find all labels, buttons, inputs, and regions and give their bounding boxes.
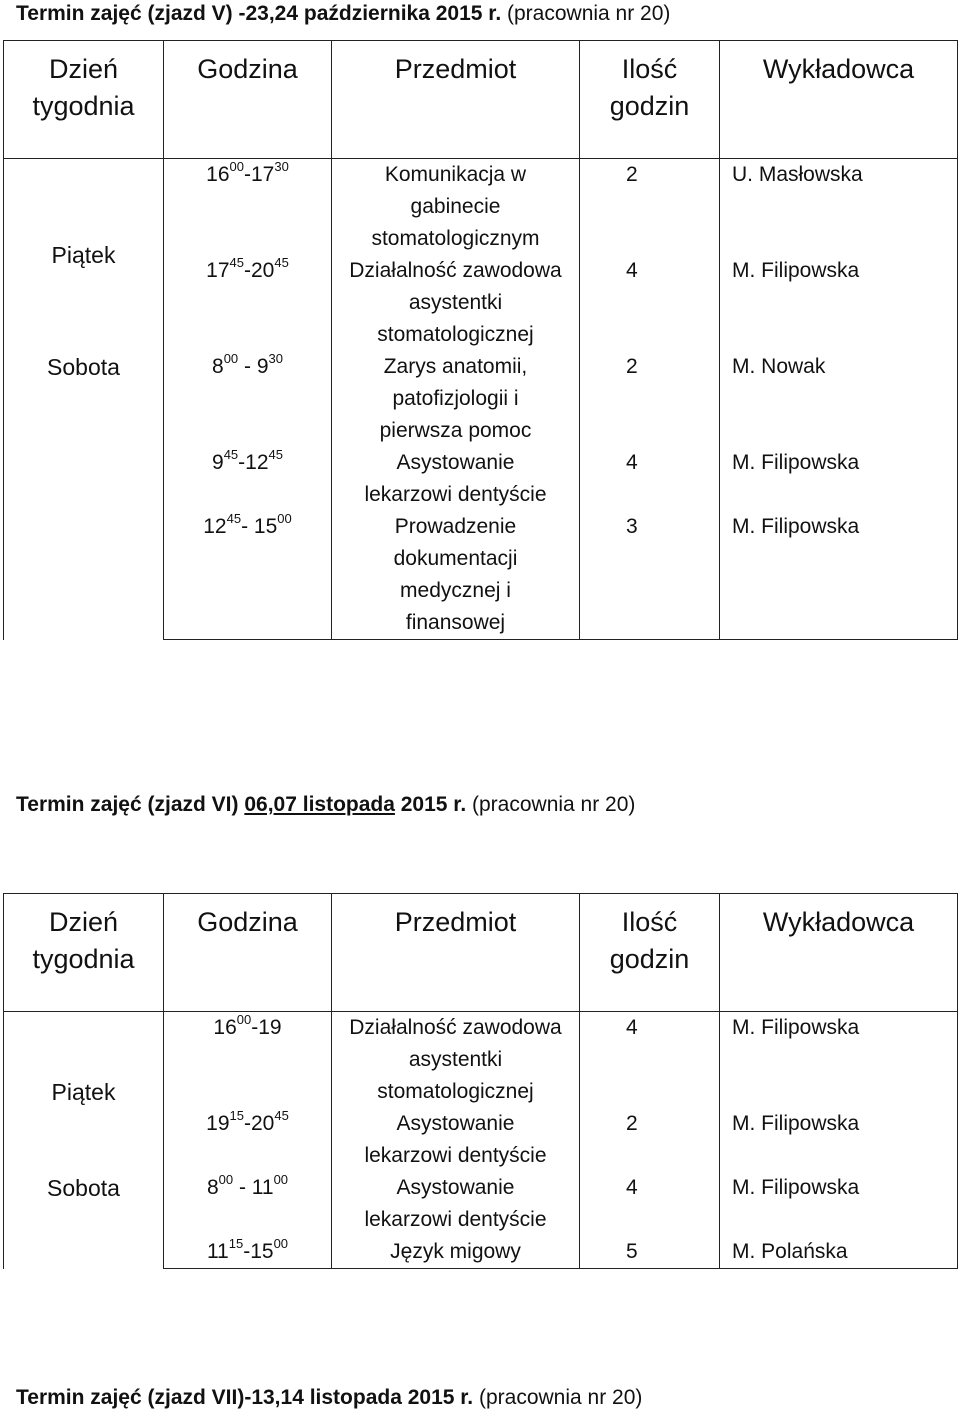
hours-cell: 4 [580,1172,720,1236]
time-cell [164,351,332,447]
subject-line: stomatologicznej [377,323,534,346]
subject-cell [332,447,580,511]
subject-line: Działalność zawodowa [349,1016,562,1039]
time-end-minutes: 30 [274,159,289,174]
time-start-hour: 19 [206,1112,230,1135]
time-cell [164,511,332,640]
time-start-minutes: 00 [236,1012,252,1027]
table-row [4,1012,958,1109]
time-end-minutes: 30 [268,351,283,366]
subject-line: Język migowy [390,1240,521,1263]
time-cell [164,1236,332,1269]
time-start-minutes: 45 [223,447,239,462]
heading-zjazd-vii-date: Termin zajęć (zjazd VII)-13,14 listopada 2015 r. [16,1386,474,1409]
hours-cell: 3 [580,511,720,640]
subject-line: stomatologicznej [377,1080,534,1103]
lecturer-cell: M. Nowak [720,351,958,447]
time-cell [164,1012,332,1109]
time-start-hour: 16 [213,1016,237,1039]
heading-zjazd-vi-dates: 06,07 listopada [244,793,395,816]
subject-line: stomatologicznym [371,227,540,250]
subject-cell [332,511,580,640]
hours-cell: 2 [580,1108,720,1172]
subject-line: Zarys anatomii, [383,355,528,378]
time-end-minutes: 45 [268,447,283,462]
time-end-hour: -19 [251,1016,282,1039]
day-cell-friday: Piątek [4,159,164,352]
time-start-hour: 8 [212,355,224,378]
time-start-minutes: 45 [229,255,244,270]
schedule-table-zjazd-vi [3,893,958,1269]
col-header-day: Dzień tygodnia [4,894,164,1012]
subject-cell [332,351,580,447]
time-end-minutes: 00 [273,1172,289,1187]
time-start-minutes: 15 [229,1108,244,1123]
table-row [4,1172,958,1236]
subject-cell [332,255,580,351]
time-start-hour: 9 [212,451,224,474]
subject-cell [332,159,580,256]
day-cell-saturday: Sobota [4,351,164,640]
subject-cell [332,1012,580,1109]
time-cell [164,159,332,256]
hours-cell: 4 [580,447,720,511]
time-end-hour: -15 [243,1240,274,1263]
subject-cell [332,1108,580,1172]
time-end-minutes: 45 [274,255,289,270]
time-cell [164,1172,332,1236]
time-start-hour: 17 [206,259,230,282]
subject-line: Prowadzenie [394,515,517,538]
time-end-minutes: 45 [274,1108,289,1123]
heading-zjazd-vi [16,793,635,817]
subject-cell [332,1236,580,1269]
heading-zjazd-v-date: Termin zajęć (zjazd V) -23,24 października 2015 r. [16,2,502,25]
time-start-minutes: 15 [228,1236,244,1251]
col-header-subject: Przedmiot [332,894,580,1012]
subject-line: lekarzowi dentyście [364,1144,547,1167]
time-end-hour: - 9 [238,355,269,378]
col-header-subject: Przedmiot [332,41,580,159]
day-cell-friday: Piątek [4,1012,164,1173]
subject-line: Asystowanie [396,451,515,474]
hours-cell: 5 [580,1236,720,1269]
time-start-minutes: 00 [229,159,244,174]
lecturer-cell: M. Filipowska [720,255,958,351]
subject-line: Asystowanie [396,1112,515,1135]
heading-zjazd-vi-label: Termin zajęć (zjazd VI) [16,793,239,816]
subject-line: finansowej [405,611,506,634]
time-cell [164,255,332,351]
subject-line: lekarzowi dentyście [364,1208,547,1231]
subject-cell [332,1172,580,1236]
subject-line: gabinecie [410,195,501,218]
hours-cell: 2 [580,159,720,256]
heading-zjazd-v-room: (pracownia nr 20) [507,2,671,25]
col-header-count: Ilość godzin [580,894,720,1012]
subject-line: Działalność zawodowa [349,259,562,282]
heading-zjazd-v [16,2,670,26]
time-end-hour: -12 [238,451,269,474]
hours-cell: 2 [580,351,720,447]
lecturer-cell: M. Filipowska [720,1172,958,1236]
col-header-hour: Godzina [164,894,332,1012]
time-start-hour: 12 [203,515,227,538]
subject-line: asystentki [408,1048,503,1071]
time-start-minutes: 45 [226,511,242,526]
table-header-row [4,41,958,159]
time-end-hour: - 15 [241,515,278,538]
table-row [4,159,958,256]
table-row [4,351,958,447]
time-start-minutes: 00 [223,351,239,366]
time-cell [164,1108,332,1172]
col-header-day: Dzień tygodnia [4,41,164,159]
time-start-minutes: 00 [218,1172,234,1187]
lecturer-cell: M. Filipowska [720,1108,958,1172]
col-header-lecturer: Wykładowca [720,41,958,159]
table-header-row [4,894,958,1012]
col-header-count: Ilość godzin [580,41,720,159]
lecturer-cell: U. Masłowska [720,159,958,256]
subject-line: Asystowanie [396,1176,515,1199]
subject-line: medycznej i [400,579,511,602]
schedule-table-zjazd-v [3,40,958,640]
col-header-lecturer: Wykładowca [720,894,958,1012]
time-end-hour: -17 [244,163,275,186]
time-start-hour: 8 [206,1176,219,1199]
lecturer-cell: M. Filipowska [720,1012,958,1109]
time-end-hour: -20 [244,1112,275,1135]
time-end-hour: - 11 [233,1176,274,1199]
subject-line: dokumentacji [393,547,518,570]
col-header-hour: Godzina [164,41,332,159]
subject-line: pierwsza pomoc [379,419,532,442]
hours-cell: 4 [580,1012,720,1109]
time-start-hour: 11 [206,1240,229,1263]
time-cell [164,447,332,511]
lecturer-cell: M. Polańska [720,1236,958,1269]
lecturer-cell: M. Filipowska [720,511,958,640]
subject-line: lekarzowi dentyście [364,483,547,506]
subject-line: Komunikacja w [384,163,527,186]
time-end-minutes: 00 [277,511,292,526]
day-cell-saturday: Sobota [4,1172,164,1269]
subject-line: patofizjologii i [392,387,519,410]
heading-zjazd-vii-room: (pracownia nr 20) [478,1386,643,1409]
heading-zjazd-vi-room: (pracownia nr 20) [472,793,636,816]
time-end-hour: -20 [244,259,275,282]
lecturer-cell: M. Filipowska [720,447,958,511]
heading-zjazd-vi-year: 2015 r. [394,793,467,816]
hours-cell: 4 [580,255,720,351]
subject-line: asystentki [408,291,503,314]
heading-zjazd-vii [16,1386,642,1410]
time-start-hour: 16 [206,163,230,186]
time-end-minutes: 00 [273,1236,289,1251]
